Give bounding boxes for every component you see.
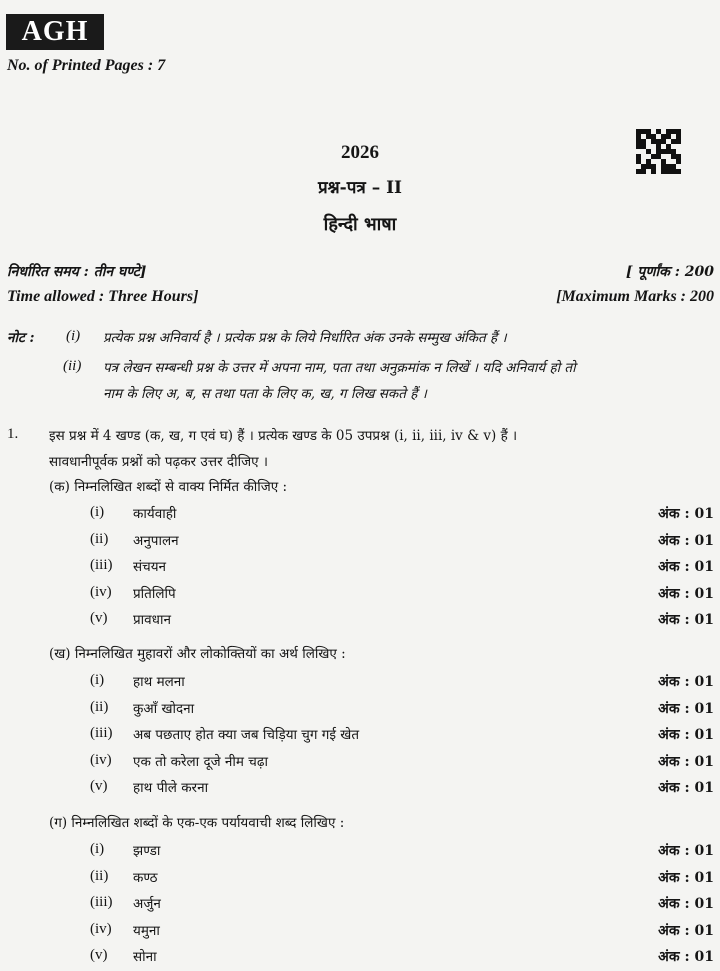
marks-label: अंक : 01: [658, 922, 714, 939]
time-allowed-english: Time allowed : Three Hours]: [7, 288, 199, 305]
sub-question-text: अनुपालन: [133, 532, 179, 549]
sub-question-row: [0, 894, 720, 918]
question-instruction: सावधानीपूर्वक प्रश्नों को पढ़कर उत्तर दीजिए ।: [49, 454, 268, 470]
sub-question-row: [0, 504, 720, 528]
sub-question-number: (ii): [90, 867, 109, 884]
marks-label: अंक : 01: [658, 949, 714, 965]
sub-question-number: (i): [90, 672, 105, 688]
sub-question-row: [0, 531, 720, 555]
sub-question-text: एक तो करेला दूजे नीम चढ़ा: [133, 753, 268, 770]
marks-label: अंक : 01: [658, 753, 714, 770]
marks-label: अंक : 01: [658, 612, 714, 628]
marks-label: अंक : 01: [658, 700, 714, 717]
max-marks-hindi: [ पूर्णांक : 200: [625, 264, 714, 280]
sub-question-number: (iv): [90, 920, 112, 937]
sub-question-text: हाथ पीले करना: [133, 780, 209, 796]
note-label: नोट :: [7, 330, 35, 346]
sub-question-text: अर्जुन: [133, 896, 161, 912]
sub-question-text: यमुना: [133, 922, 160, 939]
sub-question-number: (i): [90, 841, 105, 857]
sub-question-text: संचयन: [133, 559, 167, 575]
note-number: (i): [66, 328, 81, 344]
marks-label: अंक : 01: [658, 585, 714, 602]
paper-subject: हिन्दी भाषा: [323, 214, 397, 235]
sub-question-row: [0, 752, 720, 776]
marks-label: अंक : 01: [658, 896, 714, 912]
sub-question-text: सोना: [133, 949, 157, 965]
sub-question-row: [0, 725, 720, 749]
marks-label: अंक : 01: [658, 532, 714, 549]
sub-question-text: झण्डा: [133, 843, 161, 859]
sub-question-text: अब पछताए होत क्या जब चिड़िया चुग गई खेत: [133, 727, 360, 743]
marks-label: अंक : 01: [658, 869, 714, 886]
time-allowed-hindi: निर्धारित समय : तीन घण्टे]: [7, 264, 147, 280]
sub-question-number: (v): [90, 610, 108, 626]
sub-question-number: (i): [90, 504, 105, 520]
question-instruction: इस प्रश्न में 4 खण्ड (क, ख, ग एवं घ) हैं । प्रत्येक खण्ड के 05 उपप्रश्न (i, ii, iii, iv & v) हैं ।: [49, 428, 518, 444]
sub-question-number: (ii): [90, 530, 109, 547]
sub-question-row: [0, 584, 720, 608]
sub-question-number: (iii): [90, 557, 113, 573]
sub-question-row: [0, 841, 720, 865]
marks-label: अंक : 01: [658, 674, 714, 690]
marks-label: अंक : 01: [658, 559, 714, 575]
sub-question-text: हाथ मलना: [133, 674, 185, 690]
sub-question-text: प्रावधान: [133, 612, 171, 628]
sub-question-number: (iii): [90, 725, 113, 741]
qr-code-icon: [636, 129, 681, 174]
paper-code-label: AGH: [6, 14, 104, 50]
printed-pages: No. of Printed Pages : 7: [7, 57, 166, 74]
sub-question-row: [0, 699, 720, 723]
sub-question-row: [0, 778, 720, 802]
paper-number: प्रश्न-पत्र – II: [317, 178, 403, 198]
note-text: प्रत्येक प्रश्न अनिवार्य है । प्रत्येक प्रश्न के लिये निर्धारित अंक उनके सम्मुख अंकित हैं ।: [103, 330, 507, 346]
sub-question-number: (ii): [90, 698, 109, 715]
sub-question-text: प्रतिलिपि: [133, 585, 176, 602]
section-heading: (क) निम्नलिखित शब्दों से वाक्य निर्मित कीजिए :: [49, 479, 288, 495]
marks-label: अंक : 01: [658, 843, 714, 859]
sub-question-row: [0, 947, 720, 971]
sub-question-number: (v): [90, 778, 108, 794]
sub-question-number: (iii): [90, 894, 113, 910]
sub-question-number: (iv): [90, 583, 112, 600]
section-heading: (ख) निम्नलिखित मुहावरों और लोकोक्तियों का अर्थ लिखिए :: [49, 646, 346, 662]
note-text: नाम के लिए अ, ब, स तथा पता के लिए क, ख, ग लिख सकते हैं ।: [103, 386, 427, 402]
exam-year: 2026: [341, 142, 379, 163]
sub-question-text: कण्ठ: [133, 869, 158, 886]
section-heading: (ग) निम्नलिखित शब्दों के एक-एक पर्यायवाची शब्द लिखिए :: [49, 815, 345, 831]
sub-question-number: (v): [90, 947, 108, 963]
note-text: पत्र लेखन सम्बन्धी प्रश्न के उत्तर में अपना नाम, पता तथा अनुक्रमांक न लिखें । यदि अनिवार्य हो तो: [103, 360, 576, 376]
marks-label: अंक : 01: [658, 780, 714, 796]
max-marks-english: [Maximum Marks : 200: [556, 288, 714, 305]
note-number: (ii): [63, 358, 82, 374]
sub-question-text: कार्यवाही: [133, 506, 177, 522]
sub-question-row: [0, 672, 720, 696]
marks-label: अंक : 01: [658, 506, 714, 522]
sub-question-row: [0, 557, 720, 581]
marks-label: अंक : 01: [658, 727, 714, 743]
question-number: 1.: [7, 426, 19, 442]
sub-question-row: [0, 610, 720, 634]
sub-question-number: (iv): [90, 751, 112, 768]
sub-question-row: [0, 921, 720, 945]
sub-question-text: कुआँ खोदना: [133, 700, 195, 717]
sub-question-row: [0, 868, 720, 892]
